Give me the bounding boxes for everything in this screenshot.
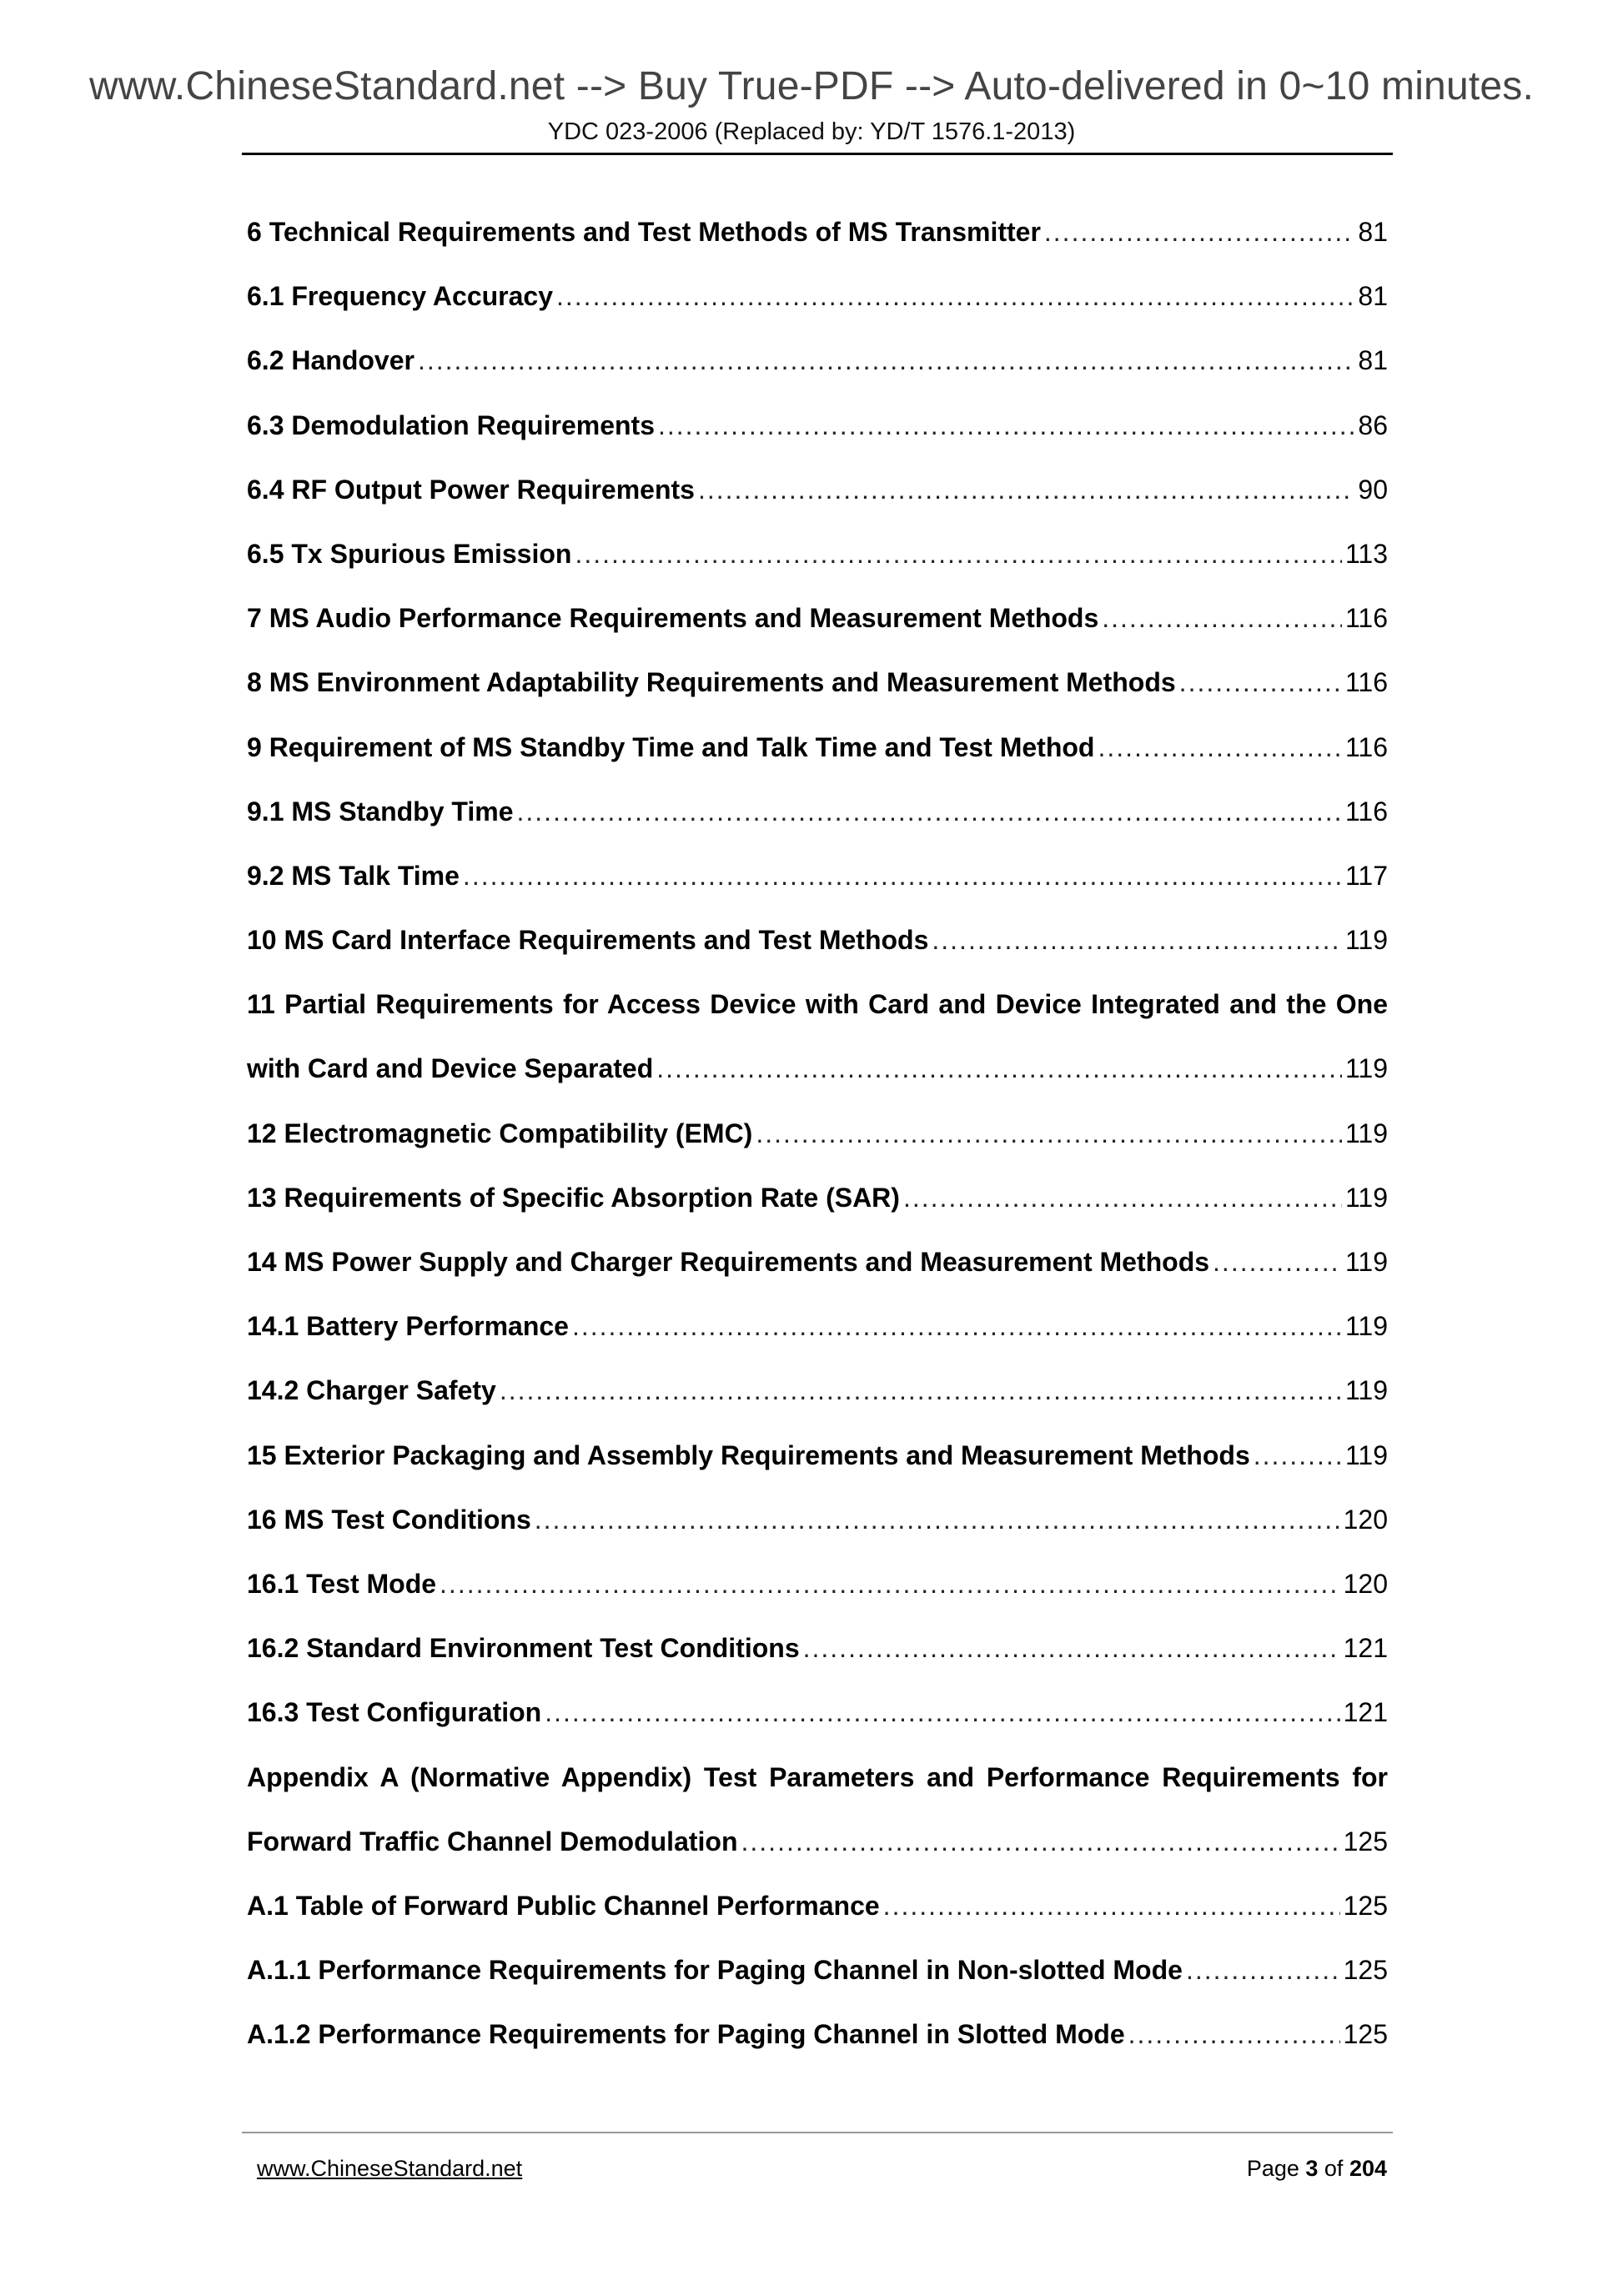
- toc-entry[interactable]: [247, 908, 1388, 972]
- toc-entry-label-continued: with Card and Device Separated: [247, 1053, 654, 1084]
- toc-leader-dots: [1179, 651, 1342, 715]
- toc-entry[interactable]: [247, 200, 1388, 264]
- toc-leader-dots: [463, 844, 1342, 908]
- document-subtitle: YDC 023-2006 (Replaced by: YD/T 1576.1-2013): [547, 118, 1076, 145]
- toc-entry-label: 13 Requirements of Specific Absorption Rate (SAR): [247, 1182, 900, 1213]
- toc-entry-page: 116: [1344, 667, 1388, 698]
- toc-entry-page: 119: [1344, 1118, 1388, 1148]
- toc-entry-label: 9 Requirement of MS Standby Time and Talk Time and Test Method: [247, 731, 1095, 762]
- toc-entry-page: 81: [1358, 345, 1388, 376]
- toc-entry[interactable]: [247, 1230, 1388, 1294]
- toc-entry[interactable]: [247, 329, 1388, 393]
- footer-site-link[interactable]: www.ChineseStandard.net: [257, 2156, 523, 2181]
- toc-leader-dots: [658, 394, 1354, 458]
- toc-leader-dots: [741, 1810, 1340, 1874]
- toc-leader-dots: [440, 1552, 1340, 1616]
- toc-leader-dots: [1044, 200, 1355, 264]
- toc-entry-label: 11 Partial Requirements for Access Device with Card and Device Integrated and the One: [247, 989, 1388, 1020]
- toc-entry-page: 119: [1344, 1182, 1388, 1213]
- toc-entry[interactable]: [247, 522, 1388, 586]
- toc-entry[interactable]: [247, 1102, 1388, 1166]
- toc-leader-dots: [1098, 716, 1342, 780]
- footer-divider: [242, 2132, 1393, 2133]
- toc-entry-label: 6.4 RF Output Power Requirements: [247, 474, 695, 505]
- toc-entry-label: A.1 Table of Forward Public Channel Performance: [247, 1890, 880, 1921]
- toc-entry-page: 86: [1358, 409, 1388, 440]
- toc-entry[interactable]: [247, 780, 1388, 844]
- toc-leader-dots: [1186, 1938, 1340, 2002]
- toc-leader-dots: [1213, 1230, 1342, 1294]
- toc-entry[interactable]: [247, 1874, 1388, 1938]
- toc-leader-dots: [418, 329, 1354, 393]
- toc-leader-dots: [1254, 1424, 1342, 1488]
- page-number: [1247, 2156, 1387, 2182]
- toc-entry[interactable]: [247, 394, 1388, 458]
- toc-entry-label: 14.1 Battery Performance: [247, 1311, 569, 1342]
- toc-entry-label: Appendix A (Normative Appendix) Test Parameters and Performance Requirements for: [247, 1761, 1388, 1792]
- toc-entry[interactable]: [247, 458, 1388, 522]
- toc-entry-label: 12 Electromagnetic Compatibility (EMC): [247, 1118, 753, 1148]
- page-current: 3: [1305, 2156, 1319, 2181]
- toc-leader-dots: [903, 1166, 1342, 1230]
- toc-entry-page: 113: [1344, 538, 1388, 569]
- toc-entry[interactable]: [247, 1166, 1388, 1230]
- toc-entry[interactable]: [247, 1359, 1388, 1423]
- toc-entry-page: 90: [1358, 474, 1388, 505]
- toc-leader-dots: [535, 1488, 1340, 1552]
- toc-entry-page: 116: [1344, 603, 1388, 634]
- toc-entry-page: 125: [1343, 1826, 1388, 1856]
- toc-leader-dots: [756, 1102, 1342, 1166]
- toc-entry[interactable]: [247, 1746, 1388, 1874]
- toc-leader-dots: [545, 1681, 1339, 1745]
- toc-entry-label: 6.1 Frequency Accuracy: [247, 281, 553, 312]
- toc-entry-label: A.1.1 Performance Requirements for Paging Channel in Non-slotted Mode: [247, 1955, 1183, 1986]
- table-of-contents: [247, 200, 1388, 2067]
- toc-entry-page: 119: [1344, 1311, 1388, 1342]
- toc-entry-label: 16 MS Test Conditions: [247, 1504, 531, 1535]
- toc-entry[interactable]: [247, 1616, 1388, 1681]
- toc-entry[interactable]: [247, 264, 1388, 329]
- toc-entry[interactable]: [247, 716, 1388, 780]
- toc-leader-dots: [883, 1874, 1340, 1938]
- toc-entry[interactable]: [247, 1552, 1388, 1616]
- toc-entry-label: A.1.2 Performance Requirements for Paging Channel in Slotted Mode: [247, 2019, 1125, 2050]
- toc-entry-page: 121: [1343, 1697, 1388, 1728]
- toc-entry-page: 81: [1358, 217, 1388, 247]
- toc-entry-page: 125: [1343, 2019, 1388, 2050]
- toc-entry-label: 6 Technical Requirements and Test Methods of MS Transmitter: [247, 217, 1041, 247]
- toc-entry-page: 116: [1344, 731, 1388, 762]
- toc-entry-page: 116: [1344, 796, 1388, 826]
- toc-entry-page: 117: [1344, 860, 1388, 891]
- toc-leader-dots: [572, 1294, 1342, 1359]
- page-of: of: [1318, 2156, 1349, 2181]
- toc-leader-dots: [698, 458, 1354, 522]
- toc-leader-dots: [517, 780, 1342, 844]
- toc-entry-label: 7 MS Audio Performance Requirements and Measurement Methods: [247, 603, 1099, 634]
- toc-entry-page: 119: [1344, 1375, 1388, 1406]
- toc-entry-page: 81: [1358, 281, 1388, 312]
- toc-entry-page: 119: [1344, 1053, 1388, 1084]
- toc-entry-label: 16.1 Test Mode: [247, 1568, 437, 1599]
- toc-entry[interactable]: [247, 1424, 1388, 1488]
- toc-leader-dots: [932, 908, 1342, 972]
- header-divider: [242, 153, 1393, 155]
- toc-entry[interactable]: [247, 651, 1388, 715]
- toc-entry-page: 125: [1343, 1890, 1388, 1921]
- site-banner[interactable]: www.ChineseStandard.net --> Buy True-PDF --> Auto-delivered in 0~10 minutes.: [88, 64, 1535, 108]
- toc-entry-label: 16.3 Test Configuration: [247, 1697, 542, 1728]
- toc-entry-label: 6.3 Demodulation Requirements: [247, 409, 655, 440]
- toc-entry-label: 14.2 Charger Safety: [247, 1375, 496, 1406]
- toc-leader-dots: [1128, 2002, 1340, 2067]
- toc-entry-label: 9.1 MS Standby Time: [247, 796, 514, 826]
- page-total: 204: [1349, 2156, 1387, 2181]
- toc-entry[interactable]: [247, 972, 1388, 1101]
- toc-entry-label: 10 MS Card Interface Requirements and Test Methods: [247, 925, 929, 956]
- toc-entry-page: 119: [1344, 925, 1388, 956]
- toc-entry-label: 15 Exterior Packaging and Assembly Requirements and Measurement Methods: [247, 1439, 1250, 1470]
- toc-entry-page: 120: [1343, 1504, 1388, 1535]
- toc-entry[interactable]: [247, 2002, 1388, 2067]
- toc-entry[interactable]: [247, 1938, 1388, 2002]
- toc-entry-page: 121: [1343, 1633, 1388, 1664]
- toc-entry[interactable]: [247, 1488, 1388, 1552]
- toc-entry-label: 16.2 Standard Environment Test Conditions: [247, 1633, 800, 1664]
- toc-entry-label: 6.2 Handover: [247, 345, 415, 376]
- toc-entry-label: 9.2 MS Talk Time: [247, 860, 460, 891]
- toc-entry[interactable]: [247, 586, 1388, 651]
- toc-leader-dots: [1102, 586, 1342, 651]
- page-prefix: Page: [1246, 2156, 1306, 2181]
- toc-leader-dots: [803, 1616, 1340, 1681]
- toc-entry-label: 14 MS Power Supply and Charger Requirements and Measurement Methods: [247, 1247, 1210, 1277]
- toc-entry-page: 125: [1343, 1955, 1388, 1986]
- toc-entry-page: 120: [1343, 1568, 1388, 1599]
- toc-entry-page: 119: [1344, 1439, 1388, 1470]
- toc-entry-label-continued: Forward Traffic Channel Demodulation: [247, 1826, 738, 1856]
- toc-entry-label: 6.5 Tx Spurious Emission: [247, 538, 572, 569]
- toc-entry[interactable]: [247, 1294, 1388, 1359]
- toc-entry-label: 8 MS Environment Adaptability Requirements and Measurement Methods: [247, 667, 1176, 698]
- toc-entry-page: 119: [1344, 1247, 1388, 1277]
- toc-entry[interactable]: [247, 844, 1388, 908]
- toc-leader-dots: [656, 1037, 1342, 1101]
- toc-leader-dots: [500, 1359, 1342, 1423]
- toc-leader-dots: [575, 522, 1342, 586]
- toc-entry[interactable]: [247, 1681, 1388, 1745]
- toc-leader-dots: [556, 264, 1354, 329]
